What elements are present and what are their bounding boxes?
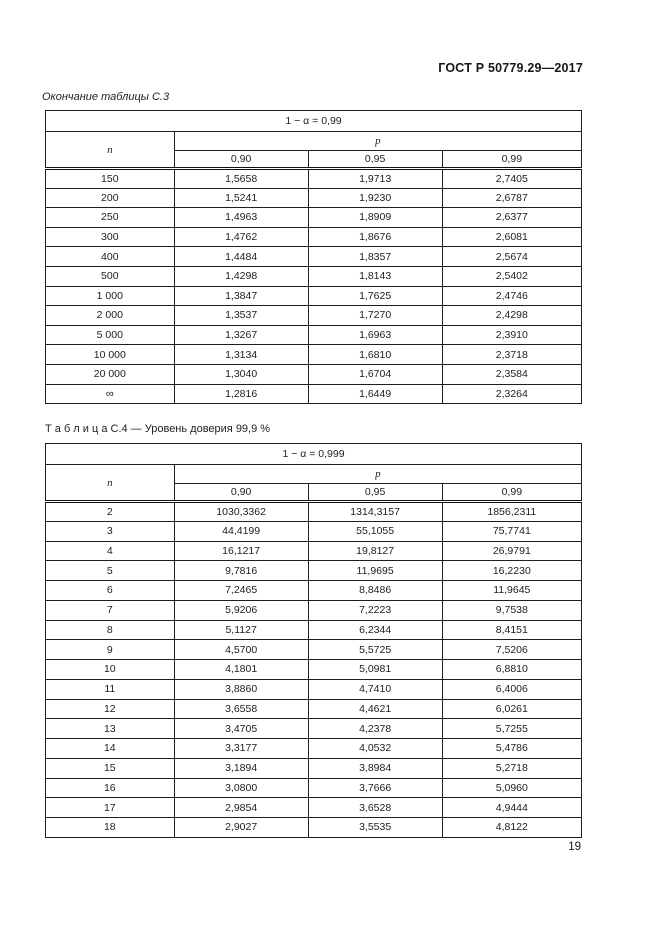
- value-cell: 19,8127: [308, 541, 442, 561]
- value-cell: 1,5241: [174, 188, 308, 208]
- n-cell: 17: [46, 798, 175, 818]
- value-cell: 2,9027: [174, 818, 308, 838]
- value-cell: 16,1217: [174, 541, 308, 561]
- n-cell: 10 000: [46, 345, 175, 365]
- value-cell: 1,4762: [174, 227, 308, 247]
- n-cell: 15: [46, 758, 175, 778]
- table-row: [46, 169, 582, 189]
- n-cell: 12: [46, 699, 175, 719]
- alpha-header-row: [46, 444, 582, 465]
- value-cell: 1,8676: [308, 227, 442, 247]
- value-cell: 5,5725: [308, 640, 442, 660]
- value-cell: 2,4298: [442, 306, 581, 326]
- value-cell: 1,3267: [174, 325, 308, 345]
- value-cell: 2,3910: [442, 325, 581, 345]
- p-column-header: p: [174, 132, 581, 151]
- value-cell: 11,9645: [442, 581, 581, 601]
- value-cell: 4,0532: [308, 739, 442, 759]
- table-row: [46, 600, 582, 620]
- value-cell: 5,0981: [308, 660, 442, 680]
- value-cell: 2,7405: [442, 169, 581, 189]
- value-cell: 5,2718: [442, 758, 581, 778]
- n-column-header: n: [46, 132, 175, 169]
- value-cell: 1,9713: [308, 169, 442, 189]
- n-cell: 150: [46, 169, 175, 189]
- value-cell: 75,7741: [442, 521, 581, 541]
- n-cell: 5 000: [46, 325, 175, 345]
- value-cell: 3,6558: [174, 699, 308, 719]
- table-row: [46, 227, 582, 247]
- value-cell: 1,8909: [308, 208, 442, 228]
- p-level-095: 0,95: [308, 151, 442, 169]
- table-row: [46, 581, 582, 601]
- value-cell: 44,4199: [174, 521, 308, 541]
- p-header-row: [46, 132, 582, 151]
- n-cell: 11: [46, 679, 175, 699]
- value-cell: 1,9230: [308, 188, 442, 208]
- table-row: [46, 561, 582, 581]
- table-c3-header: [46, 111, 582, 169]
- n-cell: 20 000: [46, 364, 175, 384]
- n-cell: 300: [46, 227, 175, 247]
- value-cell: 4,7410: [308, 679, 442, 699]
- value-cell: 2,5402: [442, 266, 581, 286]
- value-cell: 1,8357: [308, 247, 442, 267]
- value-cell: 6,2344: [308, 620, 442, 640]
- n-cell: 2 000: [46, 306, 175, 326]
- value-cell: 55,1055: [308, 521, 442, 541]
- value-cell: 2,6377: [442, 208, 581, 228]
- value-cell: 8,4151: [442, 620, 581, 640]
- value-cell: 2,6787: [442, 188, 581, 208]
- page-number: 19: [568, 841, 581, 853]
- value-cell: 1,6963: [308, 325, 442, 345]
- n-cell: 14: [46, 739, 175, 759]
- n-cell: 9: [46, 640, 175, 660]
- table-row: [46, 660, 582, 680]
- value-cell: 1,6704: [308, 364, 442, 384]
- p-level-090: 0,90: [174, 151, 308, 169]
- table-c4-body: [46, 502, 582, 838]
- table-row: [46, 521, 582, 541]
- value-cell: 1,4298: [174, 266, 308, 286]
- n-cell: 7: [46, 600, 175, 620]
- table-row: [46, 266, 582, 286]
- value-cell: 9,7538: [442, 600, 581, 620]
- value-cell: 1,6449: [308, 384, 442, 404]
- value-cell: 2,6081: [442, 227, 581, 247]
- table-row: [46, 798, 582, 818]
- value-cell: 2,5674: [442, 247, 581, 267]
- value-cell: 5,0960: [442, 778, 581, 798]
- alpha-header-cell: 1 − α = 0,999: [46, 444, 582, 465]
- value-cell: 1,2816: [174, 384, 308, 404]
- value-cell: 2,3264: [442, 384, 581, 404]
- value-cell: 2,9854: [174, 798, 308, 818]
- table-c3-continuation-caption: Окончание таблицы С.3: [42, 91, 170, 103]
- p-level-095: 0,95: [308, 484, 442, 502]
- n-cell: 6: [46, 581, 175, 601]
- value-cell: 1,3134: [174, 345, 308, 365]
- n-cell: 13: [46, 719, 175, 739]
- n-cell: 10: [46, 660, 175, 680]
- p-header-row: [46, 465, 582, 484]
- table-c4-caption: Т а б л и ц а С.4 — Уровень доверия 99,9 %: [45, 423, 271, 435]
- value-cell: 1,3847: [174, 286, 308, 306]
- value-cell: 2,3584: [442, 364, 581, 384]
- value-cell: 1,4484: [174, 247, 308, 267]
- alpha-header-cell: 1 − α = 0,99: [46, 111, 582, 132]
- value-cell: 4,4621: [308, 699, 442, 719]
- value-cell: 5,9206: [174, 600, 308, 620]
- value-cell: 7,2223: [308, 600, 442, 620]
- table-row: [46, 188, 582, 208]
- table-row: [46, 286, 582, 306]
- table-row: [46, 818, 582, 838]
- table-row: [46, 502, 582, 522]
- n-cell: 18: [46, 818, 175, 838]
- table-row: [46, 679, 582, 699]
- value-cell: 1,8143: [308, 266, 442, 286]
- value-cell: 1,3040: [174, 364, 308, 384]
- p-level-099: 0,99: [442, 484, 581, 502]
- value-cell: 6,4006: [442, 679, 581, 699]
- n-cell: 2: [46, 502, 175, 522]
- n-cell: 400: [46, 247, 175, 267]
- value-cell: 1030,3362: [174, 502, 308, 522]
- n-cell: 8: [46, 620, 175, 640]
- table-c3: [45, 110, 582, 404]
- value-cell: 1,7270: [308, 306, 442, 326]
- value-cell: 5,1127: [174, 620, 308, 640]
- n-cell: 3: [46, 521, 175, 541]
- value-cell: 6,8810: [442, 660, 581, 680]
- p-level-099: 0,99: [442, 151, 581, 169]
- table-row: [46, 325, 582, 345]
- value-cell: 9,7816: [174, 561, 308, 581]
- value-cell: 4,8122: [442, 818, 581, 838]
- value-cell: 2,4746: [442, 286, 581, 306]
- value-cell: 7,2465: [174, 581, 308, 601]
- p-level-090: 0,90: [174, 484, 308, 502]
- table-row: [46, 364, 582, 384]
- value-cell: 4,5700: [174, 640, 308, 660]
- document-number-header: ГОСТ Р 50779.29—2017: [438, 61, 583, 75]
- table-row: [46, 345, 582, 365]
- table-row: [46, 541, 582, 561]
- table-c3-body: [46, 169, 582, 404]
- value-cell: 3,0800: [174, 778, 308, 798]
- value-cell: 4,2378: [308, 719, 442, 739]
- n-column-header: n: [46, 465, 175, 502]
- value-cell: 3,5535: [308, 818, 442, 838]
- n-cell: 4: [46, 541, 175, 561]
- table-row: [46, 719, 582, 739]
- value-cell: 3,8984: [308, 758, 442, 778]
- value-cell: 5,4786: [442, 739, 581, 759]
- table-row: [46, 640, 582, 660]
- value-cell: 1,4963: [174, 208, 308, 228]
- table-row: [46, 306, 582, 326]
- value-cell: 4,9444: [442, 798, 581, 818]
- value-cell: 7,5206: [442, 640, 581, 660]
- p-column-header: p: [174, 465, 581, 484]
- value-cell: 6,0261: [442, 699, 581, 719]
- value-cell: 5,7255: [442, 719, 581, 739]
- value-cell: 3,1894: [174, 758, 308, 778]
- n-cell: 500: [46, 266, 175, 286]
- value-cell: 1,5658: [174, 169, 308, 189]
- n-cell: 5: [46, 561, 175, 581]
- n-cell: 200: [46, 188, 175, 208]
- table-c4-header: [46, 444, 582, 502]
- table-row: [46, 778, 582, 798]
- value-cell: 1314,3157: [308, 502, 442, 522]
- value-cell: 26,9791: [442, 541, 581, 561]
- value-cell: 4,1801: [174, 660, 308, 680]
- value-cell: 3,6528: [308, 798, 442, 818]
- table-row: [46, 758, 582, 778]
- n-cell: 16: [46, 778, 175, 798]
- n-cell: ∞: [46, 384, 175, 404]
- value-cell: 1,7625: [308, 286, 442, 306]
- value-cell: 1,6810: [308, 345, 442, 365]
- value-cell: 3,7666: [308, 778, 442, 798]
- n-cell: 1 000: [46, 286, 175, 306]
- alpha-header-row: [46, 111, 582, 132]
- value-cell: 1856,2311: [442, 502, 581, 522]
- table-row: [46, 384, 582, 404]
- table-c4: [45, 443, 582, 838]
- table-row: [46, 208, 582, 228]
- value-cell: 3,4705: [174, 719, 308, 739]
- table-row: [46, 739, 582, 759]
- value-cell: 11,9695: [308, 561, 442, 581]
- n-cell: 250: [46, 208, 175, 228]
- value-cell: 2,3718: [442, 345, 581, 365]
- value-cell: 8,8486: [308, 581, 442, 601]
- value-cell: 16,2230: [442, 561, 581, 581]
- table-row: [46, 699, 582, 719]
- value-cell: 1,3537: [174, 306, 308, 326]
- value-cell: 3,3177: [174, 739, 308, 759]
- table-row: [46, 247, 582, 267]
- value-cell: 3,8860: [174, 679, 308, 699]
- table-row: [46, 620, 582, 640]
